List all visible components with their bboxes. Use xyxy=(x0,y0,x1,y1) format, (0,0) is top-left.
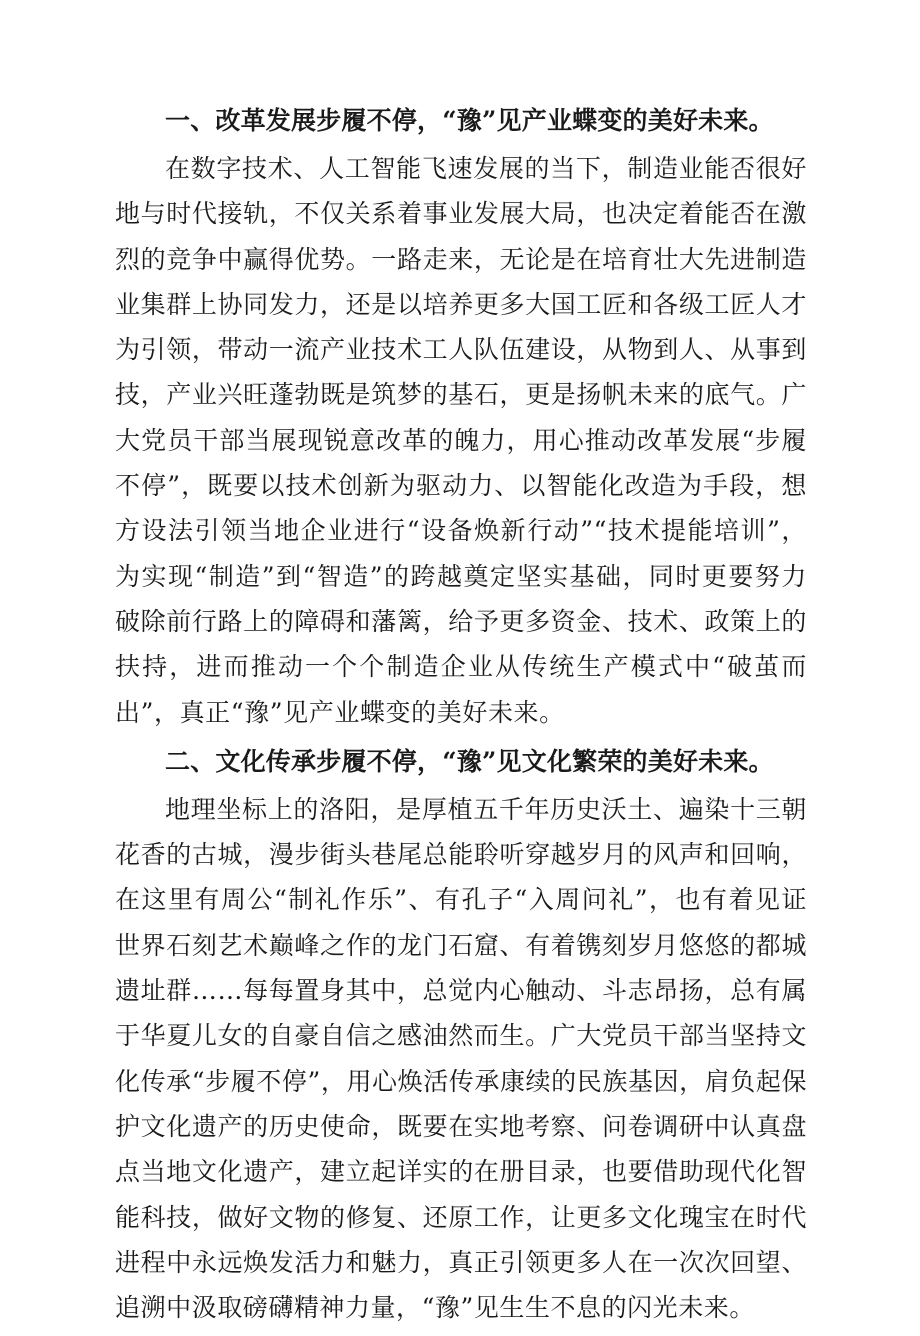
section-2-heading: 二、文化传承步履不停，“豫”见文化繁荣的美好未来。 xyxy=(165,746,774,776)
document-page xyxy=(115,100,807,1336)
section-2-paragraph: 地理坐标上的洛阳，是厚植五千年历史沃土、遍染十三朝花香的古城，漫步街头巷尾总能聆听穿越岁月的风声和回响，在这里有周公“制礼作乐”、有孔子“入周问礼”，也有着见证世界石刻艺术巅峰之作的龙门石窟、有着镌刻岁月悠悠的都城遗址群……每每置身其中，总觉内心触动、斗志昂扬，总有属于华夏儿女的自豪自信之感油然而生。广大党员干部当坚持文化传承“步履不停”，用心焕活传承康续的民族基因，肩负起保护文化遗产的历史使命，既要在实地考察、问卷调研中认真盘点当地文化遗产，建立起详实的在册目录，也要借助现代化智能科技，做好文物的修复、还原工作，让更多文化瑰宝在时代进程中永远焕发活力和魅力，真正引领更多人在一次次回望、追溯中汲取磅礴精神力量，“豫”见生生不息的闪光未来。 xyxy=(115,794,807,1323)
section-1-heading: 一、改革发展步履不停，“豫”见产业蝶变的美好未来。 xyxy=(165,106,774,135)
section-1-paragraph: 在数字技术、人工智能飞速发展的当下，制造业能否很好地与时代接轨，不仅关系着事业发展大局，也决定着能否在激烈的竞争中赢得优势。一路走来，无论是在培育壮大先进制造业集群上协同发力，还是以培养更多大国工匠和各级工匠人才为引领，带动一流产业技术工人队伍建设，从物到人、从事到技，产业兴旺蓬勃既是筑梦的基石，更是扬帆未来的底气。广大党员干部当展现锐意改革的魄力，用心推动改革发展“步履不停”，既要以技术创新为驱动力、以智能化改造为手段，想方设法引领当地企业进行“设备焕新行动”“技术提能培训”，为实现“制造”到“智造”的跨越奠定坚实基础，同时更要努力破除前行路上的障碍和藩篱，给予更多资金、技术、政策上的扶持，进而推动一个个制造企业从传统生产模式中“破茧而出”，真正“豫”见产业蝶变的美好未来。 xyxy=(115,154,807,727)
